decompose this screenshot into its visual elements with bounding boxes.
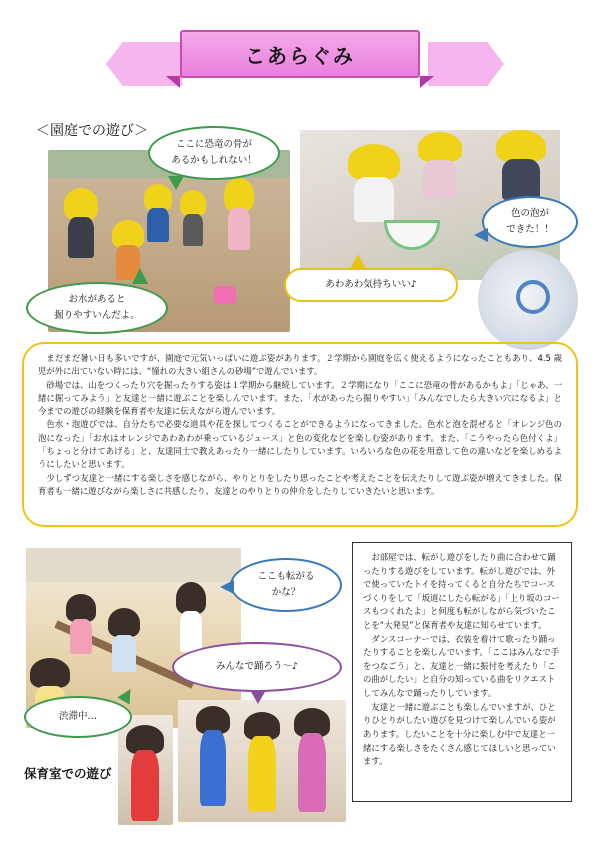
child-figure [64, 188, 98, 258]
child-figure [180, 190, 206, 246]
bubble-can-roll: ここも転がる かな？ [230, 558, 342, 612]
bubble-awaawa: あわあわ気持ちいい♪ [284, 268, 458, 302]
indoor-paragraph: ダンスコーナーでは、衣装を着けて歌ったり踊ったりすることを楽しんでいます。「ここはみんなで手をつなごう」と、友達と一緒に振付を考えたり「この曲がしたい」と自分の知っている曲をリクエストしてみんなで踊ったりしています。 [363, 633, 560, 699]
child-figure [66, 594, 96, 654]
garden-heading: ＜園庭での遊び＞ [36, 123, 148, 139]
bubble-tail [350, 254, 366, 269]
bubble-tail [474, 228, 488, 242]
dance-child-photo [118, 715, 173, 825]
bubble-tail [220, 580, 234, 594]
child-figure [244, 712, 280, 812]
child-figure [126, 725, 164, 821]
bubble-water-digging: お水があると 掘りやすいんだよ。 [26, 282, 168, 334]
indoor-heading: 保育室での遊び [24, 766, 112, 781]
garden-description-box [22, 342, 578, 527]
bubble-tail [168, 176, 184, 190]
child-figure [496, 130, 546, 200]
garden-paragraph: 少しずつ友達と一緒にする楽しさを感じながら、やりとりをしたり思ったことや考えたことを伝えたりして遊ぶ姿が増えてきました。保育者も一緒に遊びながら楽しさに共感したり、友達とのやりとりの仲介をしたりしていきたいと思います。 [38, 472, 562, 496]
bubble-traffic-jam: 渋滞中… [24, 696, 132, 738]
green-foam-bowl [384, 220, 440, 250]
garden-paragraph: 色水・泡遊びでは、自分たちで必要な道具や花を探してつくることができるようになってきました。色水と泡を混ぜると「オレンジ色の泡になった」「お水はオレンジであわあわが乗っているジュース」と色の変化などを楽しむ姿があります。また、「こうやったら色付くよ」「ちょっと分けてあげる」と、友達同士で教えあったり一緒にしたりしています。いろいろな色の花を用意して色の違いなどを楽しめるようにしたいと思います。 [38, 419, 562, 470]
garden-paragraph: 砂場では、山をつくったり穴を掘ったりする姿は１学期から継続しています。２学期になり「ここに恐竜の骨があるかもよ」「じゃあ、一緒に掘ってみよう」と友達と一緒に遊ぶことを楽しんでいます。また、「水があったら掘りやすい」「みんなでしたら大きい穴になるよ」と今までの遊びの経験を保育者や友達に伝えながら遊んでいます。 [38, 379, 562, 417]
child-figure [418, 132, 462, 198]
bubble-tail [250, 690, 266, 704]
bubble-colored-foam: 色の泡が できた！！ [482, 196, 578, 248]
page-title: こあらぐみ [245, 43, 355, 68]
blue-scoop [516, 280, 550, 314]
bubble-tail [132, 268, 148, 284]
indoor-paragraph: 友達と一緒に遊ぶことも楽しんでいますが、ひとりひとりがしたい遊びを見つけて楽しんでいる姿があります。したいことを十分に楽しむ中で友達と一緒にする楽しさをたくさん感じてほしいと思っています。 [363, 701, 556, 767]
child-figure [176, 582, 206, 652]
bubble-lets-dance: みんなで踊ろう～♪ [172, 642, 342, 692]
indoor-description-box [352, 542, 572, 802]
ribbon-tail-right [428, 42, 504, 86]
bubble-dinosaur-bone: ここに恐竜の骨が あるかもしれない！ [148, 126, 280, 180]
child-figure [348, 144, 400, 222]
dance-corner-photo [178, 700, 346, 822]
indoor-paragraph: お部屋では、転がし遊びをしたり曲に合わせて踊ったりする遊びをしています。転がし遊びでは、外で使っていたトイを持ってくると自分たちでコースづくりをして「坂道にしたら転がる」「上り坂のコースもつくれたよ」と何度も転がしながら気づいたことを“大発見”と保育者や友達に知らせています。 [363, 552, 560, 631]
child-figure [224, 178, 254, 250]
child-figure [294, 708, 330, 812]
child-figure [108, 608, 140, 672]
colored-foam-closeup [478, 250, 578, 350]
child-figure [144, 184, 172, 242]
child-figure [196, 706, 230, 806]
title-ribbon [180, 30, 420, 78]
pink-bucket [214, 286, 236, 304]
garden-paragraph: まだまだ暑い日も多いですが、園庭で元気いっぱいに遊ぶ姿があります。２学期から園庭を広く使えるようになったこともあり、4.5 歳児が外に出ていない時には、“憧れの大きい組さんの砂場”で遊んでいます。 [38, 353, 562, 377]
